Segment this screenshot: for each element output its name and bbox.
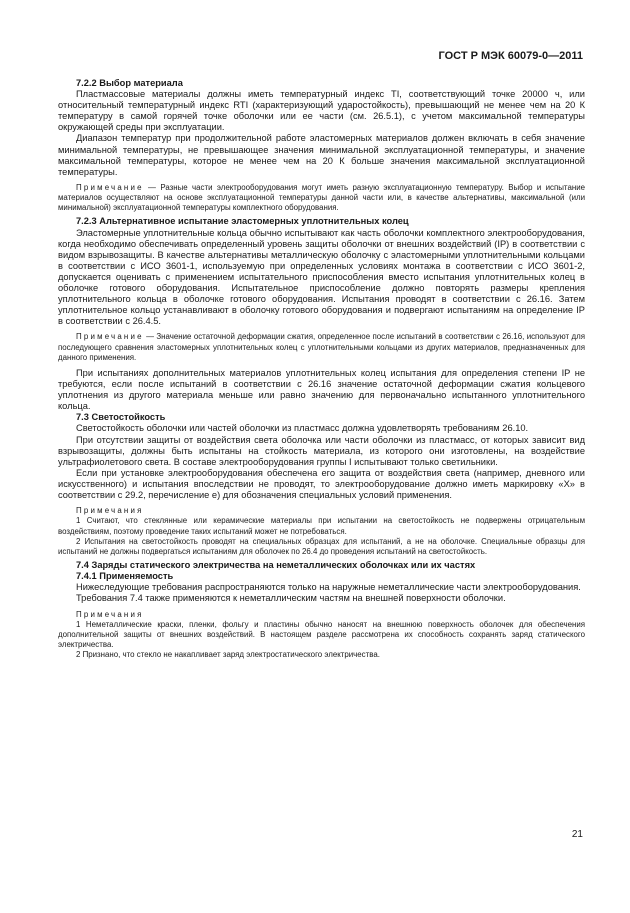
subsection-heading: 7.4.1 Применяемость [76,571,174,582]
paragraph: Светостойкость оболочки или частей оболочки из пластмасс должна удовлетворять требованиям 26.10. [76,423,529,434]
note-text: — Значение остаточной деформации сжатия, определенное после испытаний в соответствии с 26.16, используют для последующего сравнения эластомерных уплотнительных колец с уплотнительными кольцами из других материалов, предназначенных для данного применения. [58,332,585,362]
note-label: Примечание [76,182,144,192]
note [58,332,585,363]
paragraph: Диапазон температур при продолжительной работе эластомерных материалов должен включать в себя значение минимальной температуры, не превышающее значения минимальной эксплуатационной температуры, и значение максимальной температуры, которое не менее чем на 20 К больше значения максимальной эксплуатационной температуры. [58,133,585,177]
section-heading: 7.2.3 Альтернативное испытание эластомерных уплотнительных колец [76,216,409,227]
notes-label: Примечания [76,609,144,619]
paragraph: Эластомерные уплотнительные кольца обычно испытывают как часть оболочки комплектного электрооборудования, когда необходимо обеспечивать определенный уровень защиты оболочки от внешних воздействий (IP) в соответствии с видом взрывозащиты. В качестве альтернативы металлическую оболочку с эластомерными уплотнительными кольцами в соответствии с ИСО 3601-1, используемую при определенных условиях монтажа в соответствии с ИСО 3601-2, допускается оценивать с применением испытательного приспособления вместо испытания уплотнительных колец в оболочке готового оборудования. Испытательное приспособление должно повторять размеры крепления уплотнительного кольца в оболочке готового оборудования. Испытания проводят в соответствии с 26.16. Затем уплотнительное кольцо устанавливают в оболочку готового оборудования и подвергают испытаниям на определение IP в соответствии с 26.4.5. [58,227,585,327]
notes-heading [58,610,585,620]
note-label: Примечание [76,332,144,342]
note-item: 1 Считают, что стеклянные или керамические материалы при испытании на светостойкость не подвержены отрицательным воздействиям, поэтому проведение таких испытаний может не потребоваться. [58,516,585,536]
note-item: 2 Признано, что стекло не накапливает заряд электростатического электричества. [76,650,380,660]
page-number: 21 [571,829,583,840]
note-text: — Разные части электрооборудования могут иметь разную эксплуатационную температуру. Выбор и испытание материалов осуществляют на основе эксплуатационной температуры данной части или, в качестве альтернативы, максимальной (или минимальной) эксплуатационной температуры комплектного оборудования. [58,182,585,213]
paragraph: Если при установке электрооборудования обеспечена его защита от воздействия света (например, дневного или искусственного) и испытания впоследствии не проводят, то электрооборудование должно иметь маркировку «X» в соответствии с 29.2, перечисление е) для обозначения специальных условий применения. [58,467,585,501]
section-heading: 7.4 Заряды статического электричества на неметаллических оболочках или их частях [76,560,476,571]
section-heading: 7.2.2 Выбор материала [76,78,183,88]
standard-designation: ГОСТ Р МЭК 60079-0—2011 [438,50,583,62]
note [58,183,585,214]
section-heading: 7.3 Светостойкость [76,412,166,423]
paragraph: Пластмассовые материалы должны иметь температурный индекс TI, соответствующий точке 20000 ч, или относительный температурный индекс RTI (характеризующий ударостойкость), превышающий не менее чем на 20 К температуру в самой горячей точке оболочки или ее части (см. 26.5.1), с учетом максимальной температуры окружающей среды при эксплуатации. [58,89,585,133]
paragraph: При отсутствии защиты от воздействия света оболочка или части оболочки из пластмасс, от которых зависит вид взрывозащиты, должны быть испытаны на стойкость материала, из которого они изготовлены, на воздействие ультрафиолетового света. В составе электрооборудования группы I испытывают только светильники. [58,434,585,467]
paragraph: При испытаниях дополнительных материалов уплотнительных колец испытания для определения степени IP не требуются, если после испытаний в соответствии с 26.16 значение остаточной деформации сжатия кольцевого уплотнения из другого материала меньше или равно значению для первоначально испытанного уплотнительного кольца. [58,368,585,412]
paragraph: Требования 7.4 также применяются к неметаллическим частям на внешней поверхности оболочки. [76,593,506,604]
notes-heading [58,506,585,516]
notes-label: Примечания [76,506,144,516]
note-item: 2 Испытания на светостойкость проводят на специальных образцах для испытаний, а не на оболочке. Специальные образцы для испытаний не должны подвергаться испытаниям для оболочек по 26.4 до проведения испытаний на светостойкость. [58,536,585,556]
document-body [58,78,585,661]
paragraph: Нижеследующие требования распространяются только на наружные неметаллические части электрооборудования. [76,582,581,593]
note-item: 1 Неметаллические краски, пленки, фольгу и пластины обычно наносят на внешнюю поверхность оболочек для обеспечения дополнительной защиты от внешних воздействий. В настоящем разделе рассмотрена их способность сохранять заряд статического электричества. [58,619,585,650]
